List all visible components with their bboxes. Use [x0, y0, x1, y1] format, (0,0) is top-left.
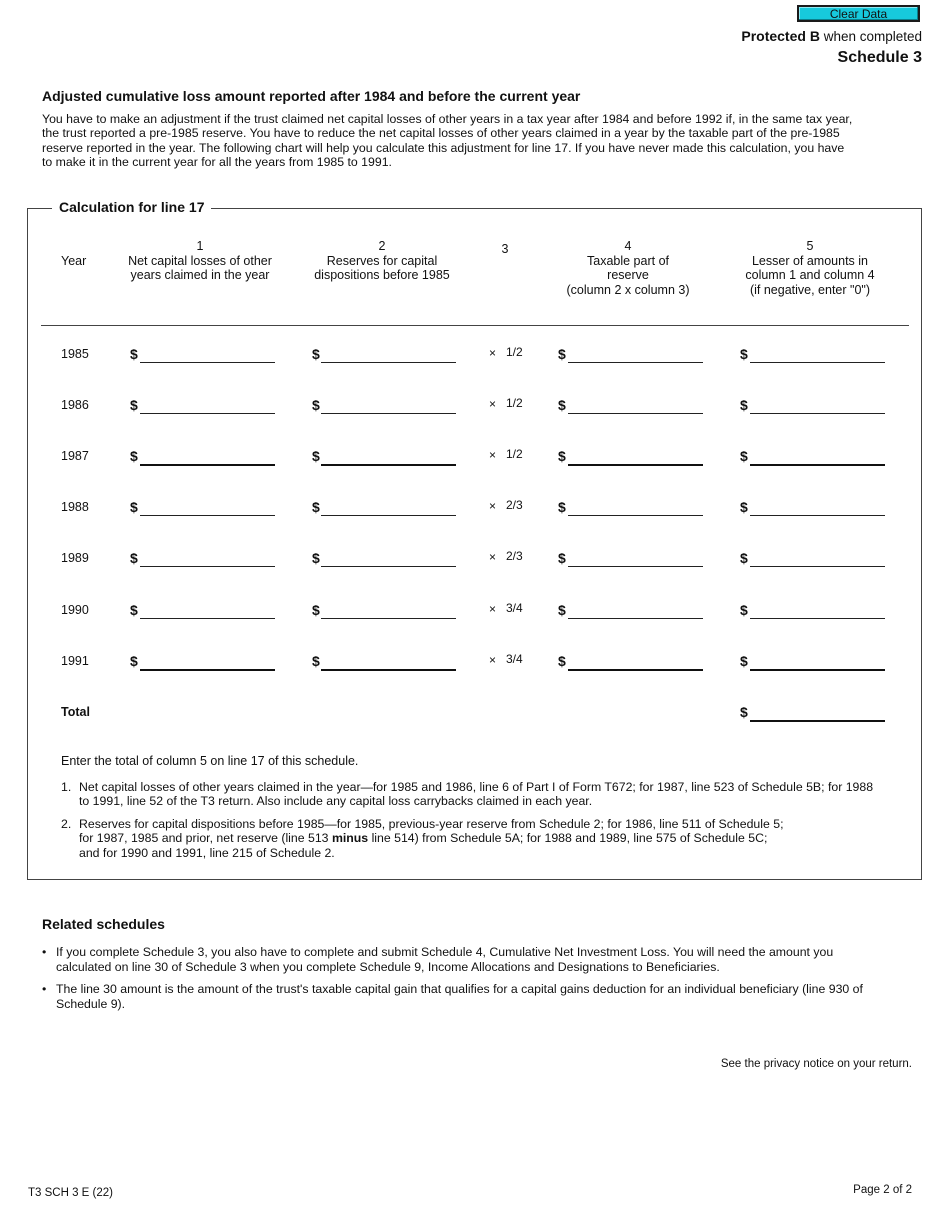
- intro-line: You have to make an adjustment if the trust claimed net capital losses of other years in a tax year after 1984 and before 1992 if, in the same tax year,: [42, 112, 853, 126]
- column-5-amount-field[interactable]: [750, 464, 885, 466]
- footnote-2-line: Reserves for capital dispositions before 1985—for 1985, previous-year reserve from Schedule 2; for 1986, line 511 of Schedule 5;: [79, 817, 784, 831]
- column-3-factor: 1/2: [506, 345, 523, 359]
- column-2-amount-field[interactable]: [321, 566, 456, 567]
- column-4-amount-field[interactable]: [568, 669, 703, 671]
- column-2-header: [292, 239, 472, 283]
- year-column-header: Year: [61, 254, 87, 268]
- protected-b-text: Protected B: [741, 28, 820, 44]
- dollar-sign: $: [740, 550, 748, 566]
- times-sign: ×: [489, 602, 497, 616]
- column-1-amount-field[interactable]: [140, 362, 275, 363]
- column-5-amount-field[interactable]: [750, 413, 885, 414]
- dollar-sign: $: [740, 602, 748, 618]
- footnote-2-text: line 514) from Schedule 5A; for 1988 and 1989, line 575 of Schedule 5C;: [368, 831, 768, 846]
- adjusted-intro: [42, 112, 872, 169]
- column-4-label-line: (column 2 x column 3): [566, 282, 690, 297]
- intro-line: to make it in the current year for all the years from 1985 to 1991.: [42, 154, 392, 169]
- dollar-sign: $: [558, 653, 566, 669]
- total-amount-field[interactable]: [750, 720, 885, 722]
- column-5-header: [720, 239, 900, 297]
- column-3-factor: 3/4: [506, 652, 523, 666]
- column-4-amount-field[interactable]: [568, 515, 703, 516]
- bullet-line: calculated on line 30 of Schedule 3 when you complete Schedule 9, Income Allocations and Designations to Beneficiaries.: [56, 959, 720, 974]
- column-2-label-line: Reserves for capital: [326, 253, 438, 268]
- bullet-line: The line 30 amount is the amount of the trust's taxable capital gain that qualifies for a capital gains deduction for an individual beneficiary (line 930 of: [56, 982, 863, 996]
- column-2-amount-field[interactable]: [321, 515, 456, 516]
- schedule-title: Schedule 3: [837, 49, 922, 66]
- dollar-sign: $: [312, 346, 320, 362]
- bullet-icon: •: [42, 982, 47, 996]
- column-2-amount-field[interactable]: [321, 618, 456, 619]
- bullet-icon: •: [42, 945, 47, 959]
- row-year: 1985: [61, 347, 89, 361]
- column-1-amount-field[interactable]: [140, 566, 275, 567]
- form-identifier: T3 SCH 3 E (22): [28, 1187, 113, 1199]
- column-2-number: 2: [378, 239, 386, 253]
- row-year: 1991: [61, 654, 89, 668]
- dollar-sign: $: [740, 653, 748, 669]
- footnote-2-line: and for 1990 and 1991, line 215 of Schedule 2.: [79, 845, 335, 860]
- bullet-line: If you complete Schedule 3, you also have to complete and submit Schedule 4, Cumulative Net Investment Loss. You will need the amount you: [56, 945, 834, 959]
- column-5-amount-field[interactable]: [750, 566, 885, 567]
- times-sign: ×: [489, 397, 497, 411]
- dollar-sign: $: [130, 653, 138, 669]
- column-4-amount-field[interactable]: [568, 618, 703, 619]
- bullet-line: Schedule 9).: [56, 996, 126, 1011]
- column-1-amount-field[interactable]: [140, 618, 275, 619]
- dollar-sign: $: [558, 499, 566, 515]
- row-year: 1988: [61, 500, 89, 514]
- footnote-2: [61, 817, 891, 860]
- dollar-sign: $: [312, 653, 320, 669]
- dollar-sign: $: [130, 602, 138, 618]
- dollar-sign: $: [130, 346, 138, 362]
- column-3-factor: 3/4: [506, 601, 523, 615]
- page-number: Page 2 of 2: [853, 1184, 912, 1196]
- protected-b-label: [741, 28, 922, 44]
- dollar-sign: $: [740, 346, 748, 362]
- column-1-amount-field[interactable]: [140, 464, 275, 466]
- row-year: 1989: [61, 551, 89, 565]
- dollar-sign: $: [740, 397, 748, 413]
- column-5-amount-field[interactable]: [750, 515, 885, 516]
- related-bullet: [42, 982, 892, 1011]
- dollar-sign: $: [312, 550, 320, 566]
- dollar-sign: $: [130, 550, 138, 566]
- column-1-amount-field[interactable]: [140, 515, 275, 516]
- column-4-label-line: Taxable part of: [587, 253, 669, 268]
- dollar-sign: $: [312, 397, 320, 413]
- column-4-amount-field[interactable]: [568, 413, 703, 414]
- column-5-number: 5: [806, 239, 814, 253]
- column-5-label-line: Lesser of amounts in: [751, 253, 869, 268]
- column-2-amount-field[interactable]: [321, 362, 456, 363]
- intro-line: the trust reported a pre-1985 reserve. You have to reduce the net capital losses of other years claimed in a year by the taxable part of the pre-1985: [42, 126, 840, 141]
- dollar-sign: $: [558, 448, 566, 464]
- dollar-sign: $: [740, 448, 748, 464]
- dollar-sign: $: [740, 499, 748, 515]
- column-5-amount-field[interactable]: [750, 618, 885, 619]
- footnote-2-line: [79, 831, 891, 845]
- dollar-sign: $: [558, 397, 566, 413]
- footnote-1: [61, 780, 891, 809]
- column-4-amount-field[interactable]: [568, 464, 703, 466]
- column-1-header: [110, 239, 290, 283]
- column-4-header: [538, 239, 718, 297]
- column-5-label-line: (if negative, enter "0"): [749, 282, 871, 297]
- column-4-amount-field[interactable]: [568, 566, 703, 567]
- column-5-amount-field[interactable]: [750, 362, 885, 363]
- column-3-factor: 1/2: [506, 396, 523, 410]
- column-5-label-line: column 1 and column 4: [745, 268, 875, 282]
- footnote-1-line: Net capital losses of other years claimed in the year—for 1985 and 1986, line 6 of Part I of Form T672; for 1987, line 523 of Schedule 5B; for 1988: [79, 780, 874, 794]
- times-sign: ×: [489, 448, 497, 462]
- column-5-amount-field[interactable]: [750, 669, 885, 671]
- dollar-sign: $: [558, 602, 566, 618]
- dollar-sign: $: [312, 448, 320, 464]
- column-2-amount-field[interactable]: [321, 464, 456, 466]
- protected-suffix: when completed: [819, 29, 922, 44]
- privacy-notice: See the privacy notice on your return.: [720, 1058, 912, 1070]
- column-4-number: 4: [624, 239, 632, 253]
- column-1-amount-field[interactable]: [140, 669, 275, 671]
- intro-line: reserve reported in the year. The following chart will help you calculate this adjustment for line 17. If you have never made this calculation, you have: [42, 140, 845, 155]
- clear-data-button[interactable]: Clear Data: [797, 5, 920, 22]
- column-1-label-line: years claimed in the year: [130, 268, 270, 282]
- related-schedules-heading: Related schedules: [42, 916, 165, 932]
- column-2-amount-field[interactable]: [321, 413, 456, 414]
- enter-total-instruction: Enter the total of column 5 on line 17 of this schedule.: [61, 754, 359, 768]
- footnote-1-line: to 1991, line 52 of the T3 return. Also include any capital loss carrybacks claimed in each year.: [79, 794, 593, 809]
- column-2-label-line: dispositions before 1985: [314, 268, 450, 282]
- row-year: 1986: [61, 398, 89, 412]
- footnote-2-bold: minus: [331, 831, 369, 846]
- dollar-sign: $: [312, 499, 320, 515]
- column-3-factor: 2/3: [506, 549, 523, 563]
- calculation-legend: Calculation for line 17: [52, 199, 211, 215]
- times-sign: ×: [489, 499, 497, 513]
- column-3-number: 3: [501, 242, 509, 256]
- row-year: 1990: [61, 603, 89, 617]
- column-1-number: 1: [196, 239, 204, 253]
- times-sign: ×: [489, 550, 497, 564]
- column-4-label-line: reserve: [607, 268, 649, 282]
- times-sign: ×: [489, 653, 497, 667]
- dollar-sign: $: [558, 346, 566, 362]
- row-year: 1987: [61, 449, 89, 463]
- column-3-header: [490, 242, 520, 257]
- column-4-amount-field[interactable]: [568, 362, 703, 363]
- dollar-sign: $: [130, 448, 138, 464]
- related-bullet: [42, 945, 892, 974]
- column-1-amount-field[interactable]: [140, 413, 275, 414]
- footnote-2-text: for 1987, 1985 and prior, net reserve (line 513: [79, 831, 332, 846]
- column-3-factor: 2/3: [506, 498, 523, 512]
- total-label: Total: [61, 705, 90, 719]
- dollar-sign: $: [312, 602, 320, 618]
- column-3-factor: 1/2: [506, 447, 523, 461]
- total-dollar-sign: $: [740, 704, 748, 720]
- times-sign: ×: [489, 346, 497, 360]
- dollar-sign: $: [130, 499, 138, 515]
- adjusted-heading: Adjusted cumulative loss amount reported after 1984 and before the current year: [42, 88, 581, 104]
- footnote-1-number: 1.: [61, 780, 72, 794]
- dollar-sign: $: [130, 397, 138, 413]
- dollar-sign: $: [558, 550, 566, 566]
- header-divider: [41, 325, 909, 326]
- column-2-amount-field[interactable]: [321, 669, 456, 671]
- footnote-2-number: 2.: [61, 817, 72, 831]
- column-1-label-line: Net capital losses of other: [128, 253, 272, 268]
